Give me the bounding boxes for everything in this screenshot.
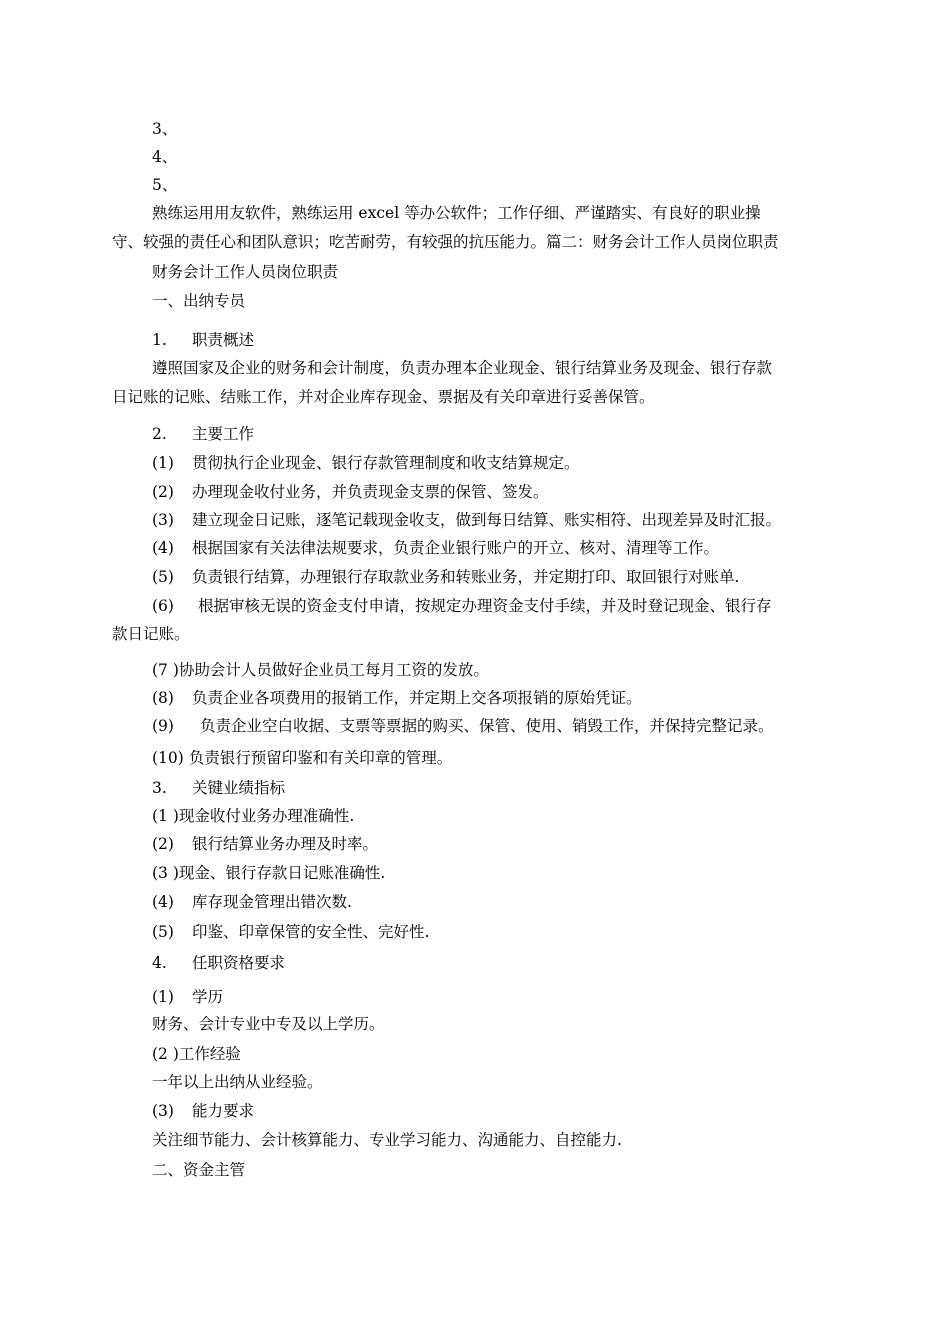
paragraph-text: 遵照国家及企业的财务和会计制度，负责办理本企业现金、银行结算业务及现金、银行存款 bbox=[152, 359, 773, 377]
list-number: 3、 bbox=[152, 120, 178, 138]
requirement-text: 熟练运用用友软件，熟练运用 excel 等办公软件；工作仔细、严谨踏实、有良好的职业操 bbox=[152, 204, 761, 222]
item-text: 负责企业空白收据、支票等票据的购买、保管、使用、销毁工作，并保持完整记录。 bbox=[200, 717, 774, 735]
item-number: (4) bbox=[152, 893, 174, 911]
subsection-heading bbox=[152, 778, 285, 798]
list-item bbox=[152, 892, 352, 912]
item-number: (6) bbox=[152, 597, 174, 615]
subsection-heading bbox=[152, 330, 254, 350]
item-number: (1) bbox=[152, 454, 174, 472]
item-number: (5) bbox=[152, 568, 174, 586]
list-number: 5、 bbox=[152, 176, 178, 194]
list-item bbox=[152, 834, 378, 854]
item-text: 根据国家有关法律法规要求，负责企业银行账户的开立、核对、清理等工作。 bbox=[192, 539, 720, 557]
subsection-number: 4. bbox=[152, 954, 167, 972]
subsection-number: 1. bbox=[152, 331, 167, 349]
document-title: 财务会计工作人员岗位职责 bbox=[152, 263, 339, 281]
list-item: (1 )现金收付业务办理准确性. bbox=[152, 807, 355, 825]
list-item bbox=[152, 1101, 254, 1121]
paragraph-text: 日记账的记账、结账工作，并对企业库存现金、票据及有关印章进行妥善保管。 bbox=[112, 388, 655, 406]
item-text: 贯彻执行企业现金、银行存款管理制度和收支结算规定。 bbox=[192, 454, 580, 472]
item-text: 负责银行结算，办理银行存取款业务和转账业务，并定期打印、取回银行对账单. bbox=[192, 568, 740, 586]
item-text: 能力要求 bbox=[192, 1102, 255, 1120]
item-text: 根据审核无误的资金支付申请，按规定办理资金支付手续，并及时登记现金、银行存 bbox=[198, 597, 772, 615]
item-text: 学历 bbox=[192, 988, 224, 1006]
list-item bbox=[152, 538, 719, 558]
subsection-heading bbox=[152, 424, 254, 444]
subsection-title: 任职资格要求 bbox=[192, 954, 286, 972]
list-number: 4、 bbox=[152, 148, 178, 166]
list-item: (2 )工作经验 bbox=[152, 1045, 241, 1063]
item-text: 负责企业各项费用的报销工作，并定期上交各项报销的原始凭证。 bbox=[192, 689, 642, 707]
item-text: 建立现金日记账，逐笔记载现金收支，做到每日结算、账实相符、出现差异及时汇报。 bbox=[192, 511, 782, 529]
paragraph-text: 一年以上出纳从业经验。 bbox=[152, 1073, 323, 1091]
section-title: 一、出纳专员 bbox=[152, 292, 246, 310]
item-text: 印鉴、印章保管的安全性、完好性. bbox=[192, 923, 430, 941]
paragraph-text: 财务、会计专业中专及以上学历。 bbox=[152, 1015, 385, 1033]
list-item: (10) 负责银行预留印鉴和有关印章的管理。 bbox=[152, 749, 453, 767]
item-text: 库存现金管理出错次数. bbox=[192, 893, 352, 911]
subsection-title: 关键业绩指标 bbox=[192, 779, 286, 797]
list-item bbox=[152, 987, 223, 1007]
subsection-title: 职责概述 bbox=[192, 331, 255, 349]
list-item bbox=[152, 716, 774, 736]
item-number: (3) bbox=[152, 511, 174, 529]
item-number: (2) bbox=[152, 835, 174, 853]
subsection-number: 2. bbox=[152, 425, 167, 443]
item-number: (2) bbox=[152, 483, 174, 501]
requirement-text: 守、较强的责任心和团队意识；吃苦耐劳，有较强的抗压能力。篇二：财务会计工作人员岗位职责 bbox=[112, 233, 779, 251]
list-item: (3 )现金、银行存款日记账准确性. bbox=[152, 864, 386, 882]
list-item bbox=[152, 596, 772, 616]
section-title: 二、资金主管 bbox=[152, 1161, 246, 1179]
list-item bbox=[152, 510, 781, 530]
item-number: (1) bbox=[152, 988, 174, 1006]
item-number: (4) bbox=[152, 539, 174, 557]
list-item bbox=[152, 567, 739, 587]
item-number: (5) bbox=[152, 923, 174, 941]
list-item bbox=[152, 688, 642, 708]
item-number: (8) bbox=[152, 689, 174, 707]
item-text: 办理现金收付业务，并负责现金支票的保管、签发。 bbox=[192, 483, 549, 501]
list-item: (7 )协助会计人员做好企业员工每月工资的发放。 bbox=[152, 661, 489, 679]
item-number: (9) bbox=[152, 717, 174, 735]
subsection-heading bbox=[152, 953, 285, 973]
item-text: 银行结算业务办理及时率。 bbox=[192, 835, 379, 853]
subsection-title: 主要工作 bbox=[192, 425, 255, 443]
list-item bbox=[152, 453, 580, 473]
paragraph-text: 关注细节能力、会计核算能力、专业学习能力、沟通能力、自控能力. bbox=[152, 1131, 622, 1149]
item-number: (3) bbox=[152, 1102, 174, 1120]
subsection-number: 3. bbox=[152, 779, 167, 797]
list-item bbox=[152, 482, 549, 502]
item-text-continued: 款日记账。 bbox=[112, 625, 190, 643]
list-item bbox=[152, 922, 429, 942]
